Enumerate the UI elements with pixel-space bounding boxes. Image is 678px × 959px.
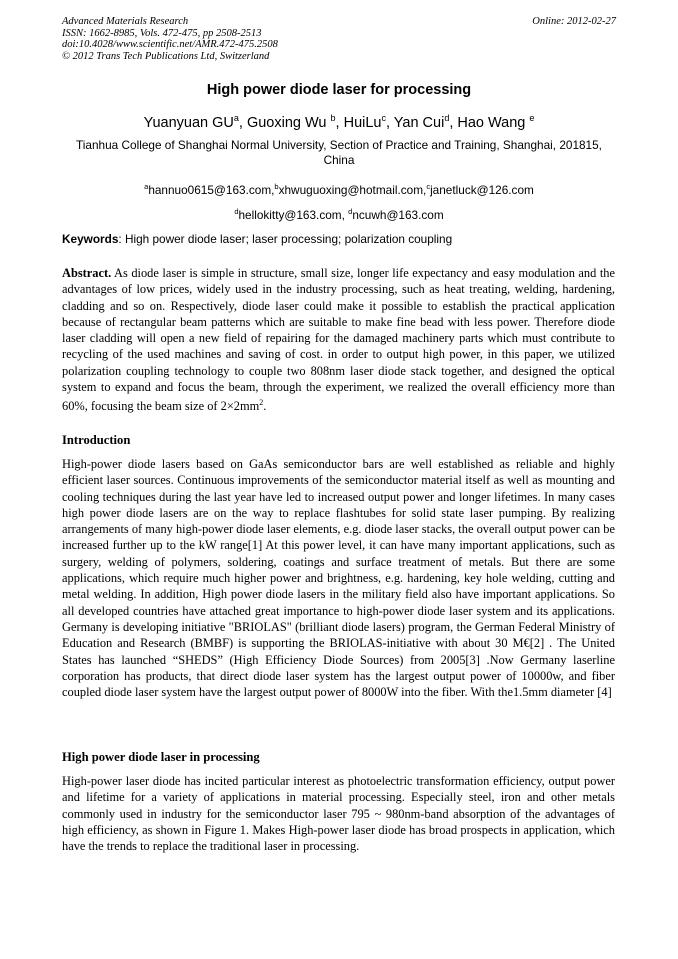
author-affil-mark: b [330, 113, 336, 123]
author-name: Hao Wang [457, 114, 530, 131]
email-address[interactable]: xhwuguoxing@hotmail.com, [278, 182, 427, 197]
email-address[interactable]: ncuwh@163.com [352, 207, 444, 222]
keywords-label: Keywords [62, 232, 119, 246]
author-affil-mark: d [444, 113, 450, 123]
author-separator: , [335, 114, 344, 131]
journal-name: Advanced Materials Research [62, 16, 189, 27]
author-separator: , [386, 114, 394, 131]
issn-line: ISSN: 1662-8985, Vols. 472-475, pp 2508-2513 [62, 27, 262, 39]
author-affil-mark: e [529, 113, 535, 123]
email-mark: c [426, 182, 431, 191]
author-name: Yuanyuan GU [143, 114, 234, 131]
paper-title: High power diode laser for processing [206, 82, 472, 98]
author-list [0, 113, 678, 131]
affiliation: Tianhua College of Shanghai Normal University, Section of Practice and Training, Shanghai, 201815, China [76, 138, 602, 167]
email-mark: d [234, 206, 239, 216]
email-address[interactable]: janetluck@126.com [430, 182, 534, 197]
abstract-label: Abstract. [62, 266, 112, 280]
keywords-text: : High power diode laser; laser processing; polarization coupling [118, 232, 453, 246]
processing-paragraph: High-power laser diode has incited particular interest as photoelectric transformation efficiency, output power and lifetime for a variety of applications in material processing. Especially steel, iron and other metals commonly used in industry for the semiconductor laser 795 ~ 980nm-band absorption of the advantages of high efficiency, as shown in Figure 1. Makes High-power laser diode has broad prospects in application, which have the trends to replace the traditional laser in processing. [62, 774, 615, 854]
introduction-heading: Introduction [62, 433, 131, 447]
author-name: Guoxing Wu [246, 114, 331, 131]
email-line [62, 176, 616, 201]
abstract-paragraph [62, 265, 615, 415]
journal-header [62, 16, 278, 62]
author-name: Yan Cui [393, 114, 445, 131]
doi-line[interactable]: doi:10.4028/www.scientific.net/AMR.472-475.2508 [62, 39, 278, 50]
author-affil-mark: a [233, 113, 239, 123]
email-mark: a [144, 182, 149, 191]
processing-heading: High power diode laser in processing [62, 750, 260, 764]
author-separator: , [238, 114, 247, 131]
introduction-paragraph: High-power diode lasers based on GaAs semiconductor bars are well established as reliable and highly efficient laser sources. Continuous improvements of the semiconductor material itself as well as mounting and cooling techniques during the last year have led to increased output power and longer lifetimes. In many cases high power diode lasers are on the way to replace flashtubes for solid state laser pumping. By realizing arrangements of many high-power diode laser elements, e.g. diode laser stacks, the overall output power can be increased further up to the kW range[1] At this power level, it can have many important applications, such as surgery, welding of polymers, soldering, coatings and surface treatment of metals. But there are some applications, which require much higher power and brightness, e.g. hardening, key hole welding, cutting and metal welding. In addition, High power diode lasers in the military field also have important applications. So all developed countries have attached great importance to high-power diode laser system and its applications. Germany is developing initiative "BRIOLAS" (brilliant diode lasers) program, the German Federal Ministry of Education and Research (BMBF) is supporting the BRIOLAS-initiative with about 30 M€[2] . The United States has launched “SHEDS” (High Efficiency Diode Sources) from 2005[3] .Now Germany laserline corporation has products, that direct diode laser system has the largest output power of 10000w, and fiber coupled diode laser system have the largest output power of 8000W into the fiber. With the1.5mm diameter [4] [62, 457, 615, 700]
author-affil-mark: c [381, 113, 386, 123]
email-line [62, 201, 616, 226]
email-mark: d [348, 206, 353, 216]
keywords-line [62, 232, 616, 246]
email-mark: b [274, 182, 279, 191]
online-date: Online: 2012-02-27 [532, 16, 616, 27]
abstract-end: . [263, 399, 267, 414]
author-name: HuiLu [343, 114, 382, 131]
author-separator: , [449, 114, 458, 131]
copyright-line: © 2012 Trans Tech Publications Ltd, Switzerland [62, 50, 270, 62]
email-address[interactable]: hellokitty@163.com, [238, 207, 349, 222]
email-block [62, 176, 616, 226]
email-address[interactable]: hannuo0615@163.com, [148, 182, 275, 197]
abstract-superscript: 2 [259, 398, 264, 408]
abstract-text: As diode laser is simple in structure, small size, longer life expectancy and easy modulation and the advantages of low prices, widely used in the industry processing, such as heat treating, welding, hardening, cladding and so on. Respectively, diode laser could make it possible to establish the practical application because of rectangular beam patterns which are suitable to make fine bead with less power. Therefore diode laser cladding will open a new field of repairing for the damaged machinery parts which must contribute to recycling of the used machines and saving of cost. in order to output high power, in this paper, we utilized polarization coupling technology to couple two 808nm laser diode stack together, and designed the optical system to expand and focus the beam, through the experiment, we realized the overall efficiency more than 60%, focusing the beam size of 2×2mm [62, 266, 615, 414]
